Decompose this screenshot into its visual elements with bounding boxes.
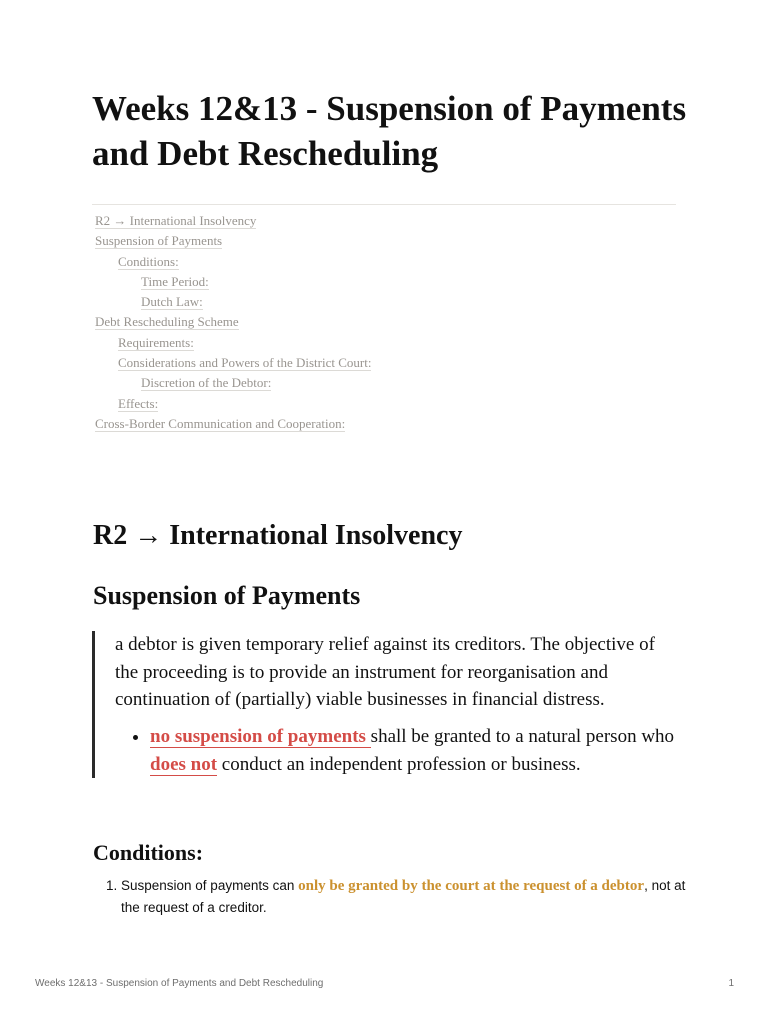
toc-link-conditions[interactable]: Conditions: — [118, 253, 179, 269]
toc-item — [95, 334, 371, 354]
page-number: 1 — [728, 978, 734, 989]
toc-link-cross-border[interactable]: Cross-Border Communication and Cooperation: — [95, 415, 346, 431]
item-text: , not at the request of a creditor. — [121, 878, 686, 915]
toc-link-dutch-law[interactable]: Dutch Law: — [141, 294, 203, 310]
bullet-text: conduct an independent profession or business. — [217, 753, 581, 775]
title-divider — [92, 204, 676, 205]
toc-link-time-period[interactable]: Time Period: — [141, 273, 209, 289]
item-text: Suspension of payments can — [121, 878, 299, 893]
toc-link-debt-rescheduling[interactable]: Debt Rescheduling Scheme — [95, 314, 239, 330]
toc-item — [95, 232, 371, 252]
bullet-text: shall be granted to a natural person who — [370, 726, 675, 747]
section-heading-r2: R2 → International Insolvency — [93, 520, 463, 551]
toc-item — [95, 395, 371, 415]
highlight-orange: only be granted by the court at the request of a debtor — [298, 878, 645, 894]
section-heading-suspension: Suspension of Payments — [93, 581, 361, 610]
toc-item — [95, 212, 371, 232]
highlight-red: no suspension of payments — [150, 726, 371, 747]
toc-link-discretion[interactable]: Discretion of the Debtor: — [141, 375, 272, 391]
conditions-heading: Conditions: — [93, 840, 204, 865]
toc-link-effects[interactable]: Effects: — [118, 395, 159, 411]
toc-item — [95, 313, 371, 333]
blockquote — [92, 631, 675, 778]
list-item — [121, 875, 701, 919]
quote-text: a debtor is given temporary relief against its creditors. The objective of the proceeding is to provide an instrument for reorganisation and continuation of (partially) viable businesses in financial distress. — [115, 634, 655, 710]
toc-item — [95, 374, 371, 394]
toc-link-suspension[interactable]: Suspension of Payments — [95, 233, 223, 249]
quote-bullet-list — [115, 723, 710, 778]
toc-item — [95, 273, 371, 293]
toc-link-district-court[interactable]: Considerations and Powers of the District Court: — [118, 355, 372, 371]
toc-item — [95, 253, 371, 273]
list-item — [150, 723, 710, 778]
toc-link-requirements[interactable]: Requirements: — [118, 334, 194, 350]
page-title: Weeks 12&13 - Suspension of Payments and Debt Rescheduling — [92, 89, 687, 173]
conditions-list — [93, 875, 701, 919]
highlight-red: does not — [150, 753, 218, 775]
toc-link-r2[interactable]: R2 → International Insolvency — [95, 213, 257, 228]
toc-item — [95, 415, 371, 435]
table-of-contents — [95, 212, 371, 435]
toc-item — [95, 293, 371, 313]
toc-item — [95, 354, 371, 374]
footer-title: Weeks 12&13 - Suspension of Payments and Debt Rescheduling — [35, 978, 324, 989]
